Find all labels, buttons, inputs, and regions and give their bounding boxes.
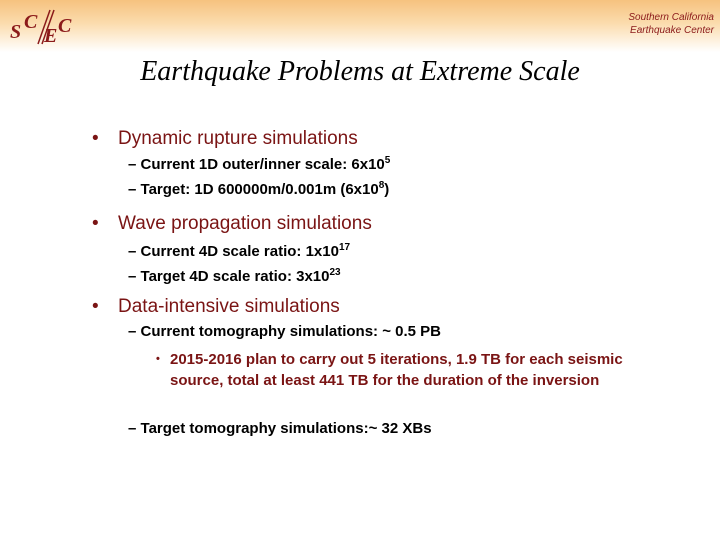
list-item: [128, 156, 390, 173]
slide-title: [0, 56, 720, 88]
section-label: Data-intensive simulations: [118, 296, 340, 317]
bullet-icon: •: [92, 213, 99, 234]
sub-item-text: 2015-2016 plan to carry out 5 iterations, 1.9 TB for each seismic source, total at least 441 TB for the duration of the inversion: [170, 351, 623, 389]
org-name: [574, 11, 714, 37]
svg-text:C: C: [24, 11, 38, 33]
dash-icon: –: [128, 268, 137, 285]
bullet-icon: •: [156, 353, 160, 365]
org-name-line2: Earthquake Center: [630, 25, 714, 36]
dash-icon: –: [128, 323, 137, 340]
item-text: Target tomography simulations:~ 32 XBs: [140, 420, 432, 437]
list-item: [128, 268, 341, 285]
section-label: Dynamic rupture simulations: [118, 128, 358, 149]
item-text: Target: 1D 600000m/0.001m (6x10: [140, 181, 379, 198]
section-dynamic-rupture: [92, 128, 358, 150]
item-text: Current tomography simulations: ~ 0.5 PB: [140, 323, 441, 340]
dash-icon: –: [128, 243, 137, 260]
list-item: [128, 323, 441, 340]
list-item: [128, 181, 389, 198]
exponent: 5: [384, 155, 391, 166]
list-item: [128, 420, 432, 437]
dash-icon: –: [128, 420, 137, 437]
dash-icon: –: [128, 181, 137, 198]
section-wave-propagation: [92, 213, 372, 235]
item-text: Target 4D scale ratio: 3x10: [140, 268, 330, 285]
item-text: Current 4D scale ratio: 1x10: [140, 243, 339, 260]
svg-text:S: S: [10, 21, 22, 43]
slide-title-text: Earthquake Problems at Extreme Scale: [140, 56, 580, 87]
section-data-intensive: [92, 296, 340, 318]
svg-text:C: C: [58, 15, 72, 37]
dash-icon: –: [128, 156, 137, 173]
bullet-icon: •: [92, 128, 99, 149]
exponent: 23: [329, 267, 341, 278]
scec-logo: [8, 4, 78, 48]
item-tail: ): [384, 181, 390, 198]
bullet-icon: •: [92, 296, 99, 317]
svg-text:E: E: [44, 25, 58, 47]
sub-list-item: [156, 349, 656, 391]
list-item: [128, 243, 350, 260]
item-text: Current 1D outer/inner scale: 6x10: [140, 156, 385, 173]
section-label: Wave propagation simulations: [118, 213, 372, 234]
org-name-line1: Southern California: [628, 12, 714, 23]
exponent: 17: [338, 242, 351, 253]
exponent: 8: [378, 180, 385, 191]
